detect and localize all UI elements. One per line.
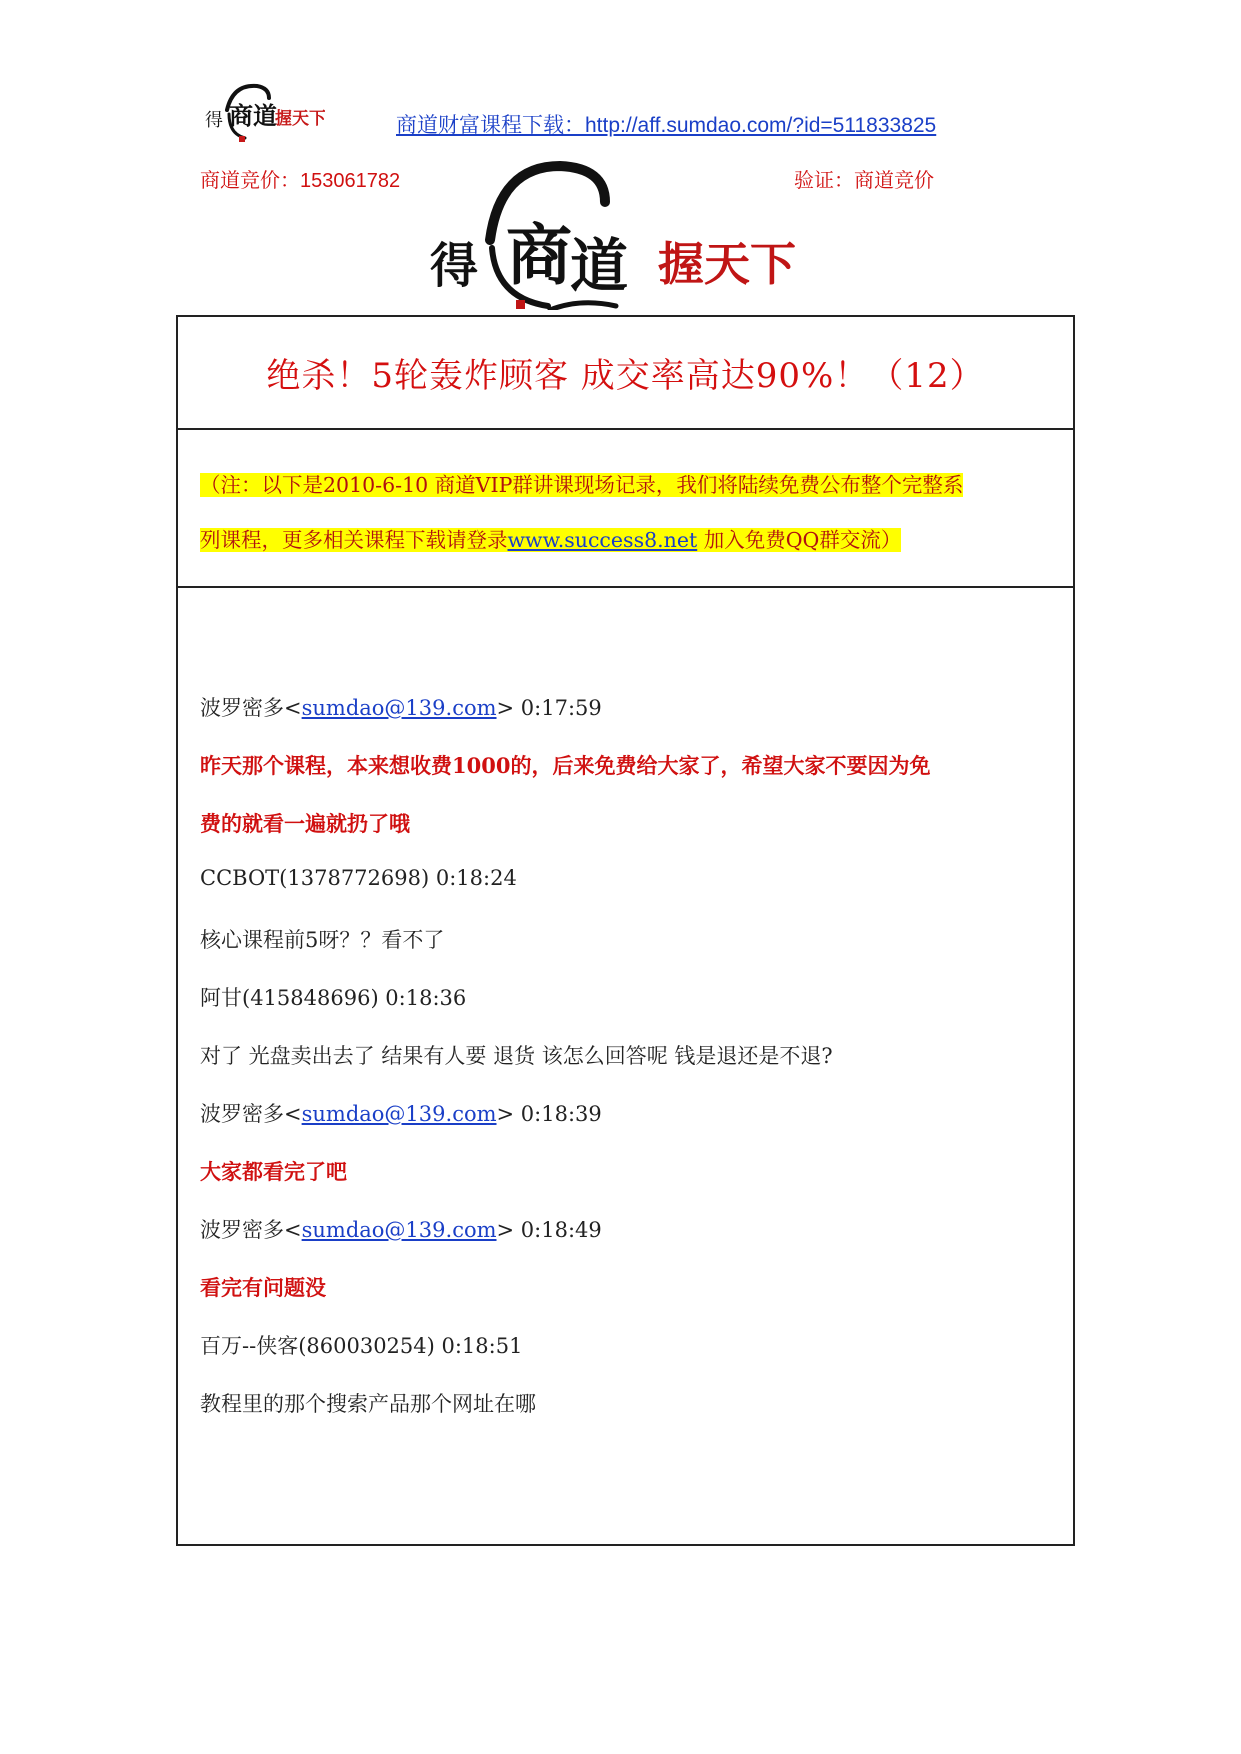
chat-header-6: 百万--侠客(860030254) 0:18:51 bbox=[200, 1334, 523, 1358]
chat-header-5: 波罗密多<sumdao@139.com> 0:18:49 bbox=[200, 1218, 602, 1242]
bid-contact-value: 153061782 bbox=[300, 170, 401, 192]
brand-large-b1: 商 bbox=[506, 216, 572, 294]
chat-message-5: 看完有问题没 bbox=[200, 1275, 326, 1300]
page-title: 绝杀！5轮轰炸顾客 成交率高达90%！（12） bbox=[266, 356, 985, 396]
title-panel bbox=[176, 315, 1075, 430]
brand-large-b2: 道 bbox=[570, 232, 629, 300]
brand-large-c: 握天下 bbox=[658, 237, 796, 291]
note-line-2-prefix: 列课程，更多相关课程下载请登录 bbox=[200, 528, 508, 552]
brand-small-a: 得 bbox=[205, 110, 223, 131]
brand-small-c: 握天下 bbox=[275, 109, 325, 129]
brand-small-b: 商道 bbox=[229, 101, 277, 130]
email-link[interactable]: sumdao@139.com bbox=[301, 1218, 497, 1242]
brand-large-a: 得 bbox=[430, 238, 479, 294]
chat-header-3: 阿甘(415848696) 0:18:36 bbox=[200, 986, 467, 1010]
chat-message-2: 核心课程前5呀？？看不了 bbox=[200, 928, 445, 952]
note-line-2 bbox=[200, 523, 901, 553]
brand-logo-small bbox=[205, 80, 325, 150]
chat-message-1b: 费的就看一遍就扔了哦 bbox=[200, 811, 410, 836]
chat-header-2: CCBOT(1378772698) 0:18:24 bbox=[200, 866, 517, 890]
verify-label: 验证： bbox=[794, 170, 854, 192]
bid-contact-label: 商道竞价： bbox=[200, 170, 300, 192]
chat-message-3: 对了 光盘卖出去了 结果有人要 退货 该怎么回答呢 钱是退还是不退? bbox=[200, 1044, 833, 1068]
note-line-1-text: （注：以下是2010-6-10 商道VIP群讲课现场记录，我们将陆续免费公布整个完整系 bbox=[200, 473, 964, 497]
chat-message-4: 大家都看完了吧 bbox=[200, 1159, 347, 1184]
chat-message-1a: 昨天那个课程，本来想收费1000的，后来免费给大家了，希望大家不要因为免 bbox=[200, 753, 931, 778]
bid-contact bbox=[200, 164, 400, 193]
chat-log-panel bbox=[176, 586, 1075, 1546]
seal-stamp-icon bbox=[516, 300, 525, 309]
email-link[interactable]: sumdao@139.com bbox=[301, 696, 497, 720]
brand-logo-large bbox=[430, 160, 820, 310]
course-download-label: 商道财富课程下载： bbox=[396, 113, 585, 137]
chat-header-1: 波罗密多<sumdao@139.com> 0:17:59 bbox=[200, 696, 602, 720]
course-download-url[interactable]: http://aff.sumdao.com/?id=511833825 bbox=[585, 114, 937, 137]
success8-link[interactable]: www.success8.net bbox=[507, 528, 698, 552]
note-line-1 bbox=[200, 468, 963, 498]
verify-value: 商道竞价 bbox=[854, 170, 934, 192]
chat-header-4: 波罗密多<sumdao@139.com> 0:18:39 bbox=[200, 1102, 602, 1126]
email-link[interactable]: sumdao@139.com bbox=[301, 1102, 497, 1126]
chat-message-6: 教程里的那个搜索产品那个网址在哪 bbox=[200, 1392, 536, 1416]
course-download-link[interactable] bbox=[396, 109, 936, 139]
note-line-2-suffix: 加入免费QQ群交流） bbox=[697, 528, 902, 552]
note-panel bbox=[176, 428, 1075, 588]
